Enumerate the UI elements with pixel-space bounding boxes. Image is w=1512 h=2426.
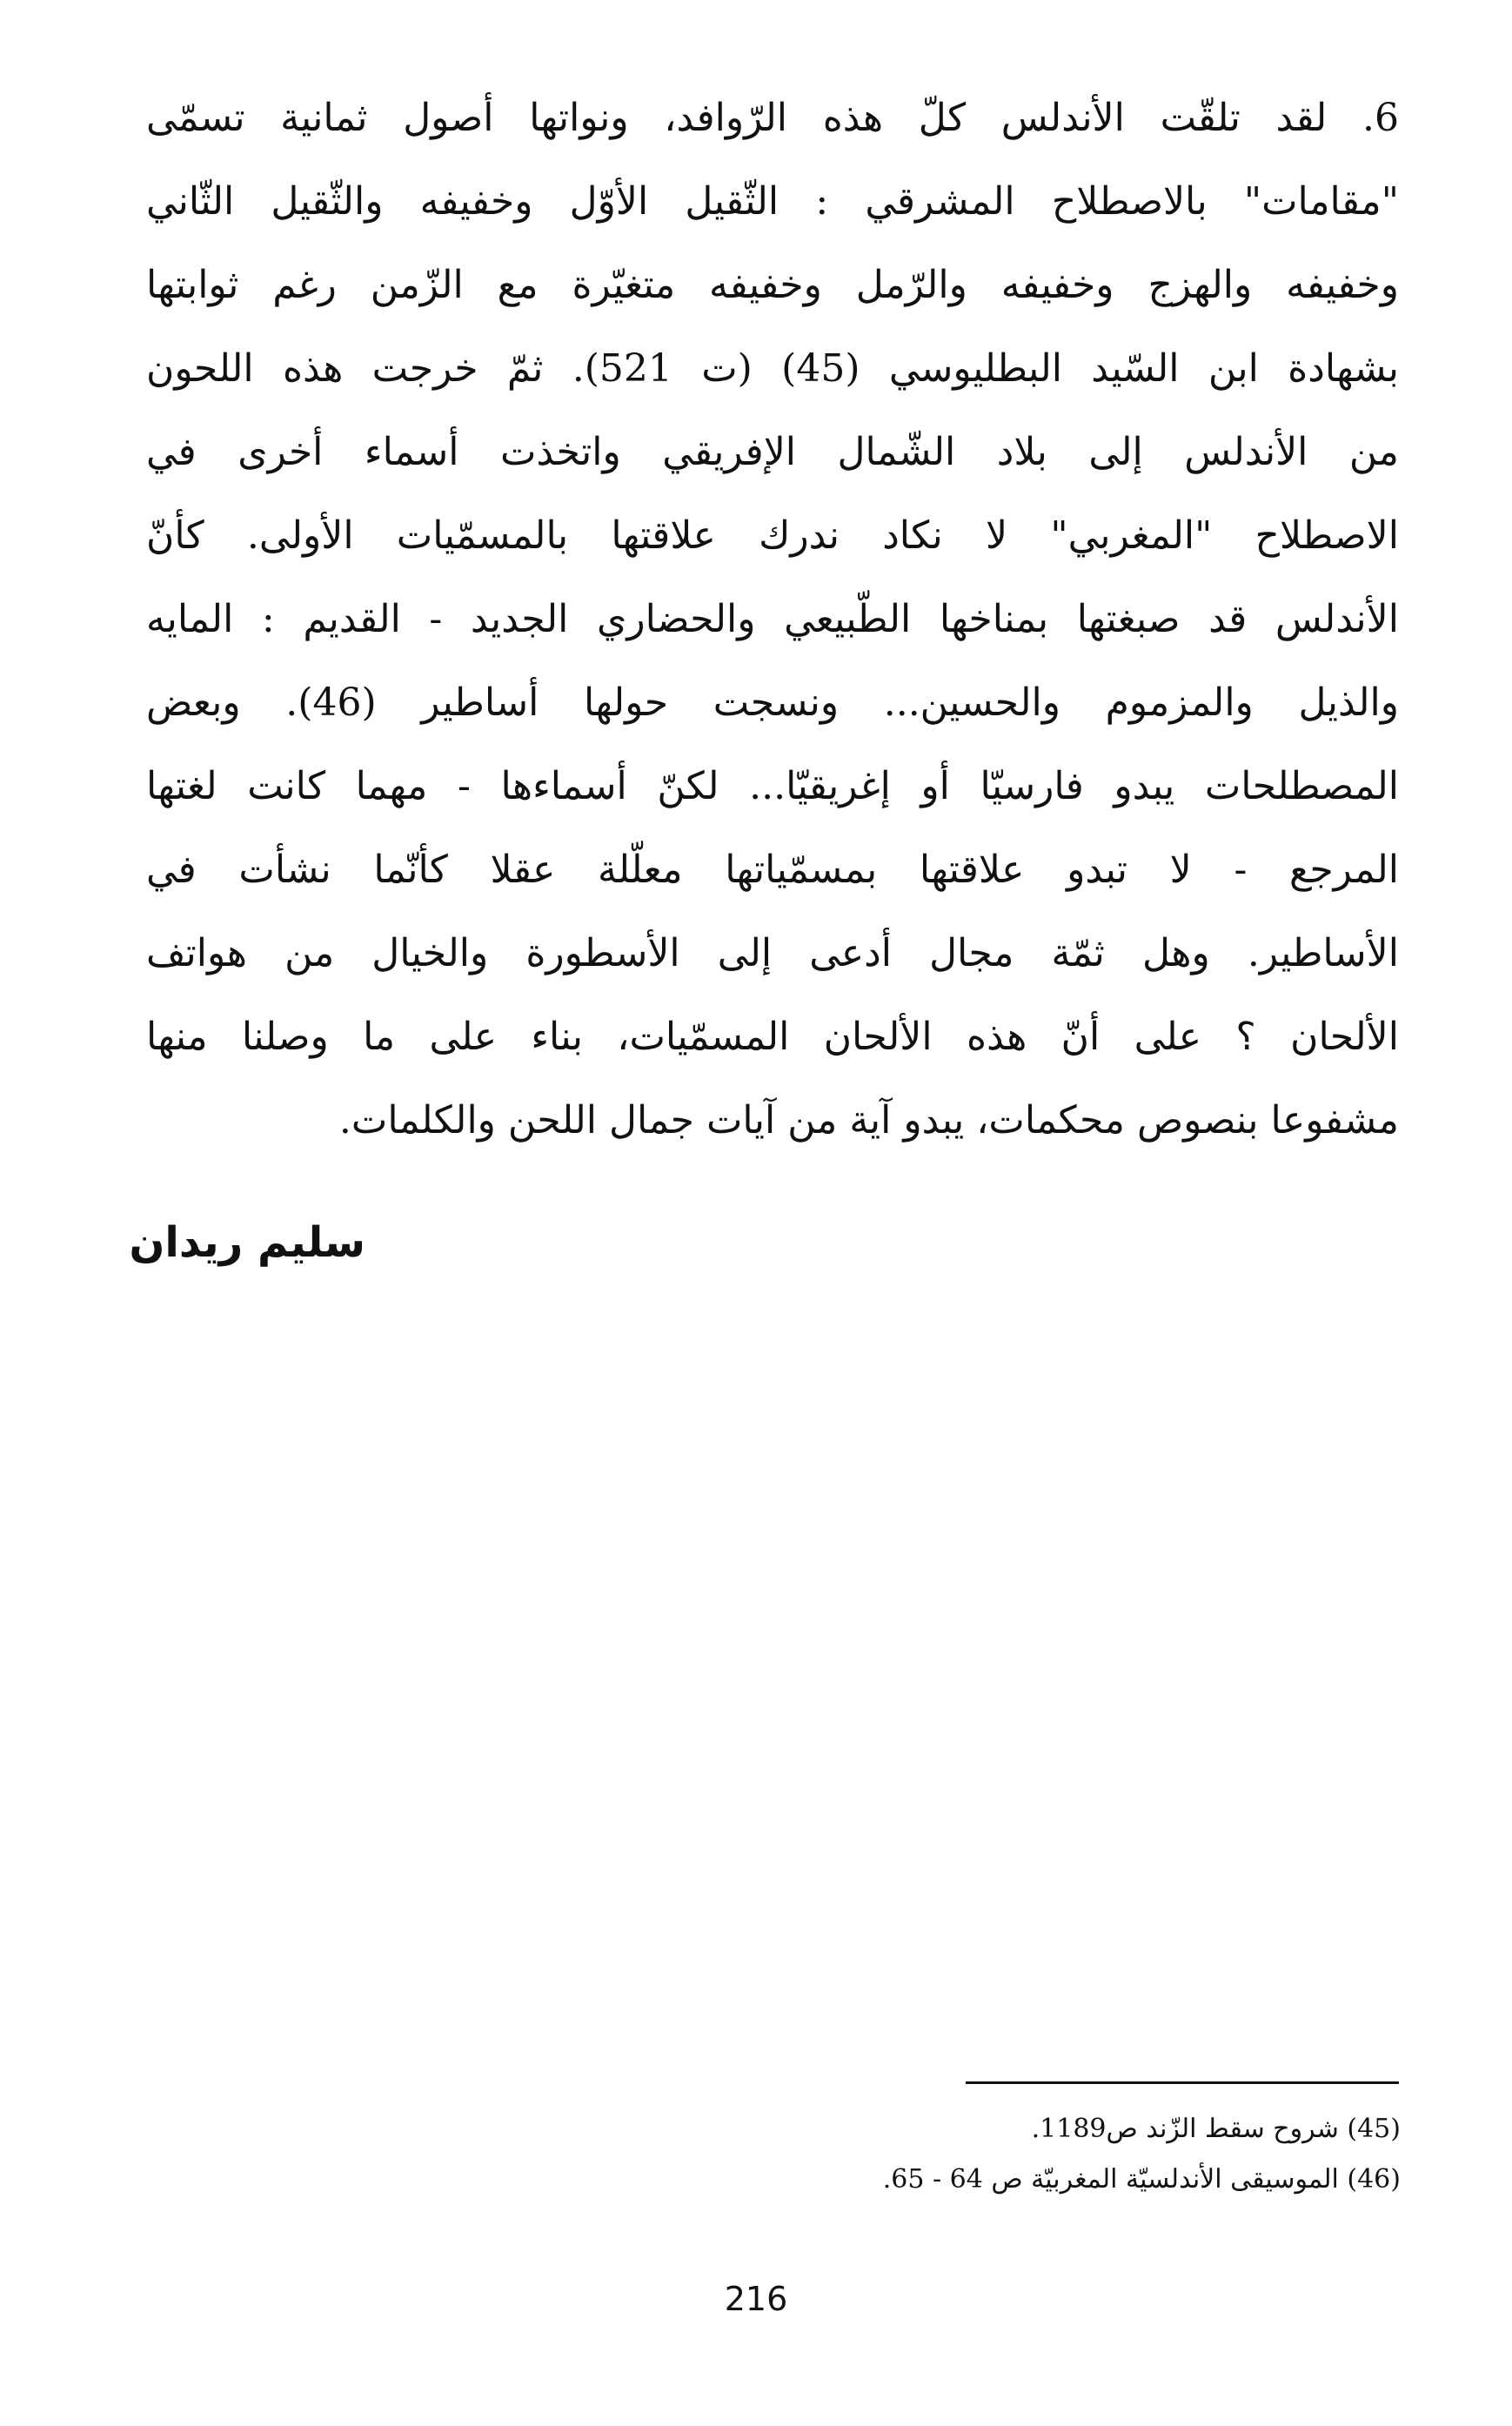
paragraph-line: "مقامات" بالاصطلاح المشرقي : الثّقيل الأوّل وخفيفه والثّقيل الثّاني bbox=[146, 179, 1399, 224]
footnote-item: (46) الموسيقى الأندلسيّة المغربيّة ص 64 - 65. bbox=[882, 2164, 1401, 2195]
paragraph-line: الأندلس قد صبغتها بمناخها الطّبيعي والحضاري الجديد - القديم : المايه bbox=[146, 597, 1399, 641]
footnote-item: (45) شروح سقط الزّند ص1189. bbox=[1031, 2114, 1401, 2144]
paragraph-line: المصطلحات يبدو فارسيّا أو إغريقيّا... لكنّ أسماءها - مهما كانت لغتها bbox=[146, 764, 1399, 808]
footnotes bbox=[618, 2104, 1401, 2205]
paragraph-line: من الأندلس إلى بلاد الشّمال الإفريقي واتخذت أسماء أخرى في bbox=[146, 430, 1399, 474]
paragraph-line: الأساطير. وهل ثمّة مجال أدعى إلى الأسطورة والخيال من هواتف bbox=[146, 931, 1399, 975]
footnote-divider bbox=[966, 2081, 1399, 2084]
paragraph-line: 6. لقد تلقّت الأندلس كلّ هذه الرّوافد، ونواتها أصول ثمانية تسمّى bbox=[146, 96, 1399, 140]
paragraph-line: مشفوعا بنصوص محكمات، يبدو آية من آيات جمال اللحن والكلمات. bbox=[338, 1098, 1399, 1143]
paragraph-line: بشهادة ابن السّيد البطليوسي (45) (ت 521). ثمّ خرجت هذه اللحون bbox=[146, 346, 1399, 391]
page-number: 216 bbox=[724, 2280, 788, 2318]
paragraph-line: والذيل والمزموم والحسين... ونسجت حولها أساطير (46). وبعض bbox=[146, 680, 1399, 725]
paragraph-line: الاصطلاح "المغربي" لا نكاد ندرك علاقتها بالمسمّيات الأولى. كأنّ bbox=[146, 513, 1399, 558]
paragraph-line: المرجع - لا تبدو علاقتها بمسمّياتها معلّلة عقلا كأنّما نشأت في bbox=[146, 848, 1399, 892]
author-signature: سليم ريدان bbox=[129, 1218, 365, 1267]
paragraph-line: الألحان ؟ على أنّ هذه الألحان المسمّيات، بناء على ما وصلنا منها bbox=[146, 1015, 1399, 1059]
paragraph-line: وخفيفه والهزج وخفيفه والرّمل وخفيفه متغيّرة مع الزّمن رغم ثوابتها bbox=[146, 263, 1399, 307]
body-paragraph bbox=[146, 77, 1399, 1163]
